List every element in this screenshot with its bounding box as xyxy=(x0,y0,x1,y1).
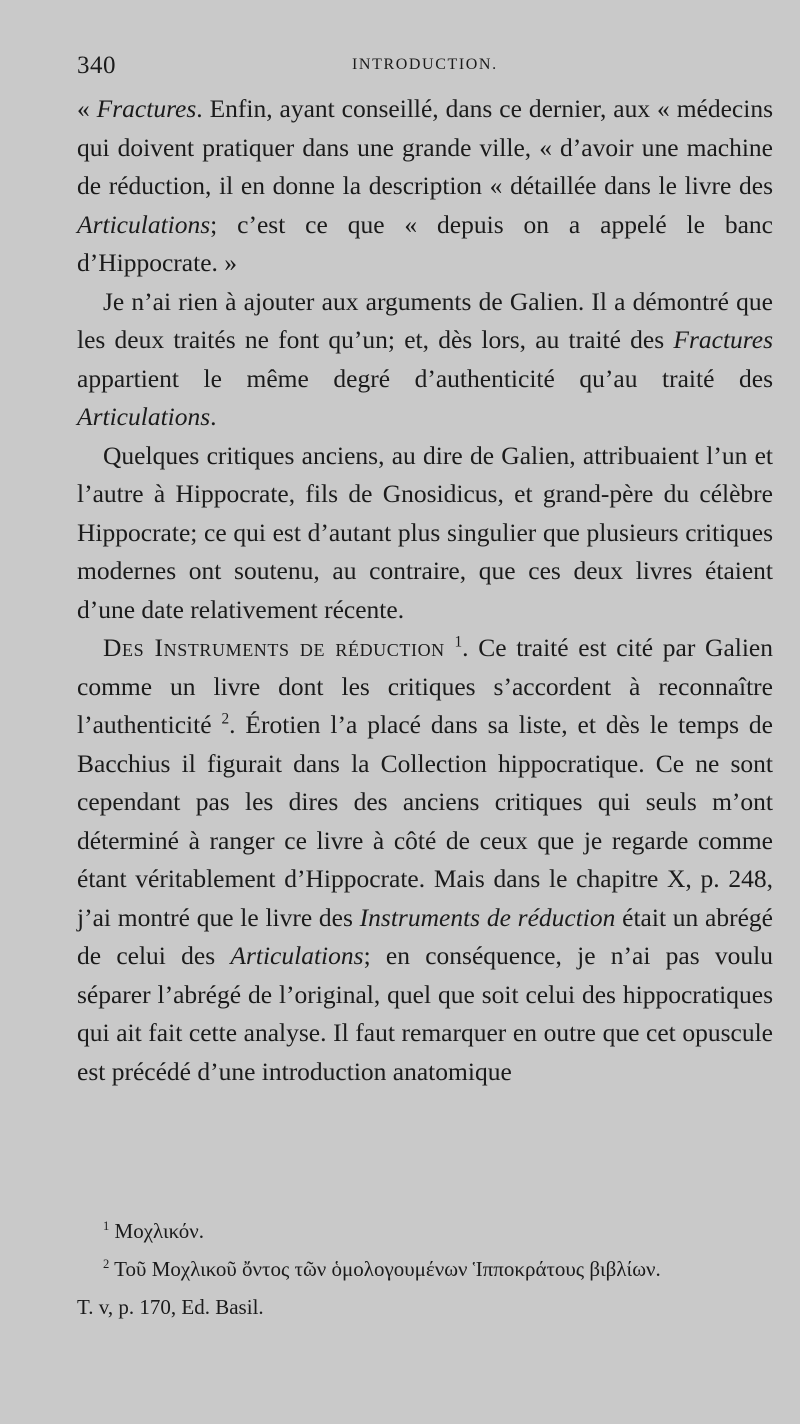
footnote-text: Τοῦ Μοχλικοῦ ὄντος τῶν ὁμολογουμένων Ἱπποκράτους βιβλίων. xyxy=(109,1257,661,1281)
paragraph-text: était un abrégé de celui des xyxy=(77,902,773,970)
quote-text-end: ; c’est ce que « depuis on a appelé le banc d’Hippocrate. » xyxy=(77,209,773,277)
footnote-number: 2 xyxy=(103,1257,110,1271)
ancient-critics-paragraph: Quelques critiques anciens, au dire de Galien, attribuaient l’un et l’autre à Hippocrate, fils de Gnosidicus, et grand-père du célèbre Hippocrate; ce qui est d’autant plus singulier que plusieurs critiques modernes ont soutenu, au contraire, que ces deux livres étaient d’une date relativement récente. xyxy=(77,440,773,624)
italic-articulations-title: Articulations xyxy=(77,209,211,239)
italic-fractures-title: Fractures xyxy=(96,94,197,123)
footnote-reference: 2 xyxy=(221,710,230,728)
paragraph-text: . Ce traité est cité par Galien comme un livre dont les critiques s’accordent à reconnaître l’authenticité xyxy=(77,633,773,739)
italic-articulations-title: Articulations xyxy=(230,941,364,970)
footnotes xyxy=(77,1212,773,1326)
italic-articulations-title: Articulations xyxy=(77,402,211,431)
paragraph-text: ; en conséquence, je n’ai pas voulu séparer l’abrégé de l’original, quel que soit celui des hippocratiques qui ait fait cette analyse. Il faut remarquer en outre que cet opuscule est précédé d’une introduction anatomique xyxy=(77,941,773,1086)
paragraph-text: . xyxy=(210,402,217,431)
footnote-reference: 1 xyxy=(454,633,463,651)
quote-text-middle: . Enfin, ayant conseillé, dans ce dernier, aux « médecins qui doivent pratiquer dans une grande ville, « d’avoir une machine de réduction, il en donne la description « détaillée dans le livre des xyxy=(77,94,773,200)
running-head xyxy=(77,44,773,90)
italic-fractures-title: Fractures xyxy=(673,325,773,354)
footnote-2-continuation: T. v, p. 170, Ed. Basil. xyxy=(77,1295,264,1319)
footnote-2 xyxy=(77,1250,773,1288)
footnote-1 xyxy=(77,1212,773,1250)
quoted-paragraph xyxy=(77,90,773,283)
galen-argument-paragraph xyxy=(77,283,773,437)
section-heading: Des Instruments de réduction xyxy=(103,633,445,662)
footnote-text: Μοχλικόν. xyxy=(109,1219,204,1243)
running-title: INTRODUCTION. xyxy=(352,56,498,73)
main-text xyxy=(77,90,773,1091)
paragraph-text: . Érotien l’a placé dans sa liste, et dès le temps de Bacchius il figurait dans la Collection hippocratique. Ce ne sont cependant pas les dires des anciens critiques qui seuls m’ont déterminé à ranger ce livre à côté de ceux que je regarde comme étant véritablement d’Hippocrate. Mais dans le chapitre X, p. 248, j’ai montré que le livre des xyxy=(77,710,773,932)
italic-instruments-title: Instruments de réduction xyxy=(359,902,616,932)
instruments-paragraph xyxy=(77,629,773,1091)
footnote-number: 1 xyxy=(103,1219,110,1233)
page-number: 340 xyxy=(77,52,116,79)
paragraph-text: Je n’ai rien à ajouter aux arguments de Galien. Il a démontré que les deux traités ne font qu’un; et, dès lors, au traité des xyxy=(77,286,773,354)
quote-text-start: « xyxy=(77,94,97,123)
paragraph-text: appartient le même degré d’authenticité qu’au traité des xyxy=(77,363,773,393)
